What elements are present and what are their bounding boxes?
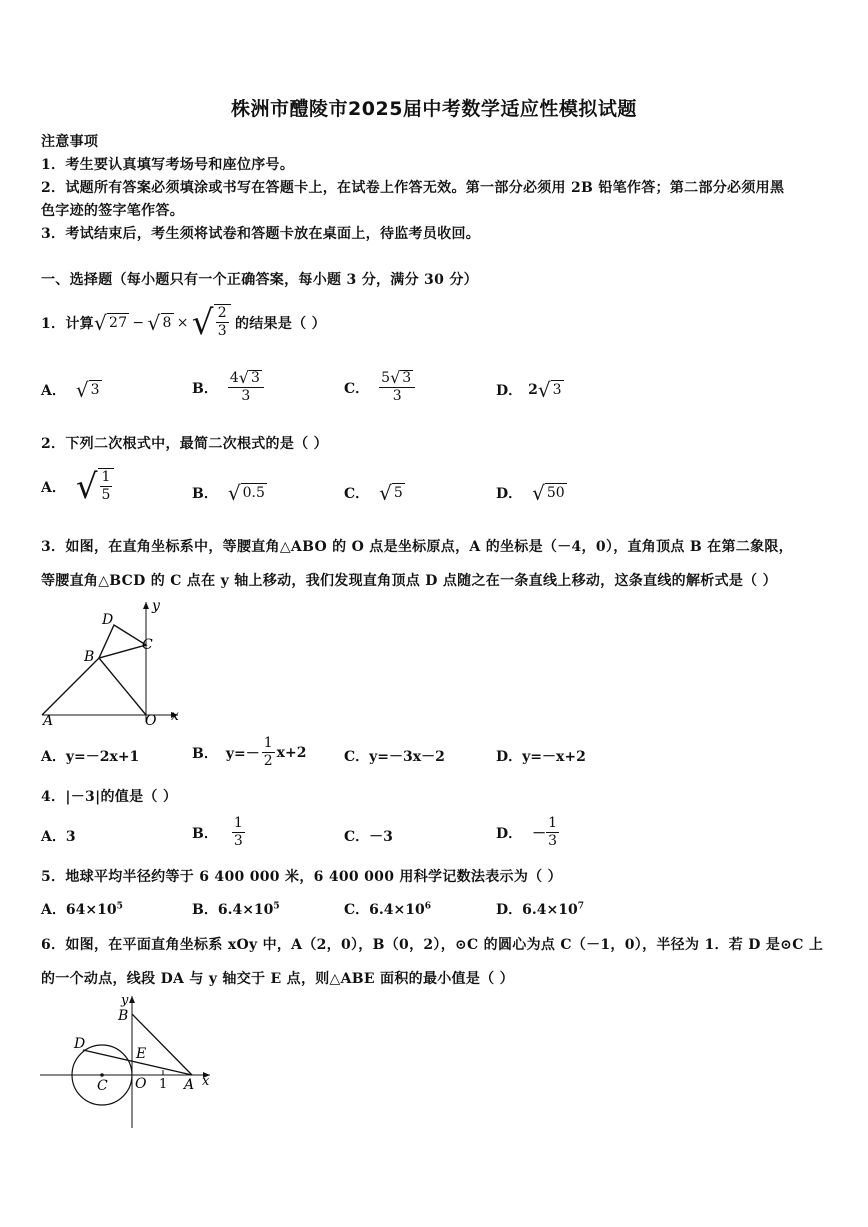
q3-option-b[interactable] — [192, 735, 306, 770]
q3-triangle-abo — [42, 658, 146, 715]
q2-option-a[interactable] — [41, 468, 114, 506]
notice-heading: 注意事项 — [41, 134, 99, 150]
q2-b-value: √ 0.5 — [227, 481, 265, 505]
q2-option-d[interactable] — [496, 483, 567, 503]
q3-label-c: C — [142, 637, 153, 653]
q1-d-label: D． — [496, 383, 523, 399]
q4-d-frac: $\frac{1}{3}$ — [548, 815, 558, 849]
q6-label-y: y — [121, 993, 129, 1008]
q2-d-label: D． — [496, 486, 523, 502]
q1-sqrt-frac: √ $\frac{2}{3}$ — [192, 304, 231, 342]
question-3-line1: 3．如图，在直角坐标系中，等腰直角△ABO 的 O 点是坐标原点，A 的坐标是（－4，0），直角顶点 B 在第二象限， — [41, 539, 793, 555]
q1-prefix: 1．计算 — [41, 316, 94, 332]
q6-label-c: C — [97, 1078, 108, 1094]
q2-d-value: √ 50 — [532, 481, 565, 505]
q4-b-label: B． — [192, 825, 218, 842]
q3-triangle-bcd — [99, 625, 146, 658]
q3-b-pre: y=－ — [225, 745, 260, 762]
q3-option-a[interactable]: A．y=－2x+1 — [41, 749, 140, 765]
notice-item-2-cont: 色字迹的签字笔作答。 — [41, 203, 184, 219]
q1-c-label: C． — [344, 380, 370, 397]
q3-label-b: B — [84, 649, 95, 665]
q3-b-frac: $\frac{1}{2}$ — [263, 735, 273, 769]
q6-center-c — [100, 1073, 104, 1077]
q4-d-label: D． — [496, 825, 523, 842]
q6-label-o: O — [135, 1076, 147, 1092]
question-6-line2: 的一个动点，线段 DA 与 y 轴交于 E 点，则△ABE 面积的最小值是（ ） — [41, 971, 514, 987]
q1-c-value: 5 √ 3 3 — [379, 370, 415, 405]
q4-d-sign: － — [532, 825, 547, 842]
notice-item-1: 1．考生要认真填写考场号和座位序号。 — [41, 157, 295, 173]
question-2-stem: 2．下列二次根式中，最简二次根式的是（ ） — [41, 436, 328, 452]
q4-option-d[interactable] — [496, 815, 559, 850]
notice-item-2: 2．试题所有答案必须填涂或书写在答题卡上，在试卷上作答无效。第一部分必须用 2B 铅笔作答；第二部分必须用黑 — [41, 180, 785, 196]
q5-option-c[interactable]: C．$6.4\times 10^6$ — [344, 901, 431, 918]
q3-y-arrow — [143, 602, 149, 609]
question-3-line2: 等腰直角△BCD 的 C 点在 y 轴上移动，我们发现直角顶点 D 点随之在一条直线上移动，这条直线的解析式是（ ） — [41, 573, 777, 589]
question-1-stem — [41, 304, 326, 342]
q3-label-a: A — [43, 713, 54, 726]
q5-option-d[interactable]: D．$6.4\times 10^7$ — [496, 901, 584, 918]
q6-segment-ab — [132, 1014, 192, 1075]
page-title: 株洲市醴陵市2025届中考数学适应性模拟试题 — [231, 98, 637, 120]
q1-option-b[interactable] — [192, 370, 264, 405]
q3-option-d[interactable]: D．y=－x+2 — [496, 749, 586, 765]
q1-suffix: 的结果是（ ） — [234, 316, 326, 332]
q1-a-value: √ 3 — [75, 378, 100, 402]
q3-b-label: B． — [192, 745, 218, 762]
section-heading: 一、选择题（每小题只有一个正确答案，每小题 3 分，满分 30 分） — [41, 272, 478, 288]
q6-label-b: B — [118, 1008, 129, 1024]
q2-option-c[interactable] — [344, 483, 405, 503]
question-4-stem: 4．|－3|的值是（ ） — [41, 789, 178, 805]
q2-c-value: √ 5 — [379, 481, 403, 505]
q6-label-x: x — [202, 1074, 210, 1089]
q1-option-c[interactable] — [344, 370, 415, 405]
q1-sqrt-27: √ 27 — [93, 311, 128, 335]
q2-b-label: B． — [192, 486, 218, 502]
q1-a-label: A． — [41, 383, 66, 399]
q5-option-a[interactable]: A．$64\times 10^5$ — [41, 901, 123, 918]
q4-option-a[interactable]: A．3 — [41, 829, 76, 845]
q6-label-d: D — [74, 1036, 86, 1052]
q2-c-label: C． — [344, 486, 370, 502]
q3-label-o: O — [145, 713, 157, 726]
q3-label-d: D — [102, 612, 114, 628]
q1-sqrt-8: √ 8 — [147, 311, 172, 335]
q6-y-arrow — [129, 996, 135, 1003]
q1-option-d[interactable] — [496, 380, 564, 400]
q3-label-x: x — [171, 708, 179, 724]
q6-label-1: 1 — [159, 1077, 168, 1092]
question-5-stem: 5．地球平均半径约等于 6 400 000 米，6 400 000 用科学记数法表示为（ ） — [41, 869, 562, 885]
q5-option-b[interactable]: B．$6.4\times 10^5$ — [192, 901, 280, 918]
q4-option-b[interactable] — [192, 815, 245, 850]
q1-d-value: √ 3 — [537, 378, 562, 402]
q6-label-a: A — [184, 1077, 195, 1093]
q3-b-post: x+2 — [276, 744, 307, 761]
q2-a-label: A． — [41, 480, 66, 496]
q2-a-value: √ $\frac{1}{5}$ — [76, 468, 115, 506]
q6-label-e: E — [136, 1046, 147, 1062]
q4-b-frac: $\frac{1}{3}$ — [233, 815, 243, 849]
q1-option-a[interactable] — [41, 380, 102, 400]
q1-b-label: B． — [192, 380, 218, 397]
q1-times: × — [176, 315, 189, 331]
q1-d-coef: 2 — [528, 382, 538, 398]
q3-label-y: y — [152, 598, 160, 614]
notice-item-3: 3．考试结束后，考生须将试卷和答题卡放在桌面上，待监考员收回。 — [41, 226, 481, 242]
q3-figure — [38, 598, 188, 726]
q4-option-c[interactable]: C．－3 — [344, 829, 393, 845]
q3-option-c[interactable]: C．y=－3x－2 — [344, 749, 445, 765]
q1-minus: − — [132, 315, 145, 331]
q2-option-b[interactable] — [192, 483, 267, 503]
q1-b-value: 4 √ 3 3 — [228, 370, 264, 405]
q6-figure — [38, 990, 218, 1130]
question-6-line1: 6．如图，在平面直角坐标系 xOy 中，A（2，0），B（0，2），⊙C 的圆心为点 C（－1，0），半径为 1．若 D 是⊙C 上 — [41, 937, 824, 953]
